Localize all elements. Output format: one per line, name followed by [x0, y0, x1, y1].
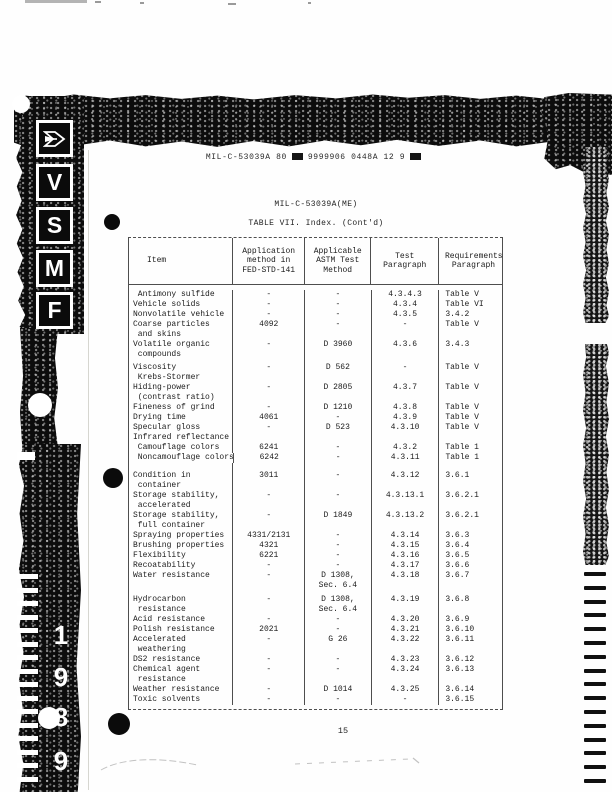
requirements-paragraph-cell: 3.6.1	[445, 471, 470, 480]
test-paragraph-cell: 4.3.17	[372, 561, 440, 571]
item-cell: Brushing properties	[129, 541, 233, 551]
application-method-cell: -	[233, 383, 305, 403]
item-cell: Condition in container	[129, 471, 233, 491]
film-hole	[28, 393, 52, 417]
year-digit: 9	[53, 746, 69, 776]
ruler-tick	[17, 669, 38, 674]
astm-method-cell: D 1308, Sec. 6.4	[305, 595, 372, 615]
page-number: 15	[337, 726, 349, 736]
table-row	[129, 655, 502, 665]
requirements-paragraph-cell: 3.4.3	[445, 340, 470, 349]
astm-method-cell: D 2805	[305, 383, 372, 403]
col-header-astm-method	[305, 238, 372, 284]
ruler-tick	[17, 696, 38, 701]
table-row	[129, 541, 502, 551]
header-line: Applicable	[313, 246, 362, 256]
test-paragraph-cell: 4.3.4.3	[372, 290, 440, 300]
requirements-paragraph-cell: 3.6.7	[445, 571, 470, 580]
stamp-text: 9999906 0448A 12 9	[307, 153, 406, 162]
header-line: FED-STD-141	[242, 265, 296, 275]
application-method-cell: -	[233, 403, 305, 413]
pencil-marks	[95, 752, 425, 782]
spacer-cell	[305, 463, 372, 471]
item-cell: Acid resistance	[129, 615, 233, 625]
ruler-tick	[17, 723, 38, 728]
film-top-band	[14, 94, 612, 148]
application-method-cell: 6242	[234, 453, 305, 463]
table-header-row	[129, 238, 502, 285]
astm-method-cell: -	[305, 453, 372, 463]
requirements-paragraph-cell: Table VI	[445, 300, 484, 309]
ruler-tick	[17, 682, 38, 687]
scan-speck	[308, 2, 311, 4]
edge-dash	[584, 724, 606, 728]
ruler-tick	[17, 709, 38, 714]
edge-dash	[584, 779, 606, 783]
ruler-tick	[17, 736, 38, 741]
edge-dash	[584, 586, 606, 590]
requirements-paragraph-cell: Table V	[445, 423, 479, 432]
spacer-cell	[129, 463, 233, 471]
test-paragraph-cell: 4.3.5	[372, 310, 440, 320]
application-method-cell: 4092	[233, 320, 305, 340]
requirements-paragraph-cell: 3.4.2	[445, 310, 470, 319]
astm-method-cell: -	[305, 491, 372, 511]
requirements-paragraph-cell: Table V	[445, 403, 479, 412]
application-method-cell: -	[233, 491, 305, 511]
requirements-paragraph-cell: 3.6.10	[445, 625, 475, 634]
requirements-paragraph-cell: 3.6.3	[445, 531, 470, 540]
table-row	[129, 625, 502, 635]
filled-square-icon	[410, 153, 421, 160]
table-row	[129, 340, 502, 360]
astm-method-cell: D 523	[305, 423, 372, 433]
edge-dash	[584, 696, 606, 700]
ruler-tick	[17, 628, 38, 633]
application-method-cell: -	[233, 695, 305, 705]
item-cell: Flexibility	[129, 551, 233, 561]
test-paragraph-cell: 4.3.8	[372, 403, 440, 413]
test-paragraph-cell: -	[372, 363, 440, 383]
requirements-paragraph-cell: Table V	[445, 383, 479, 392]
vsmf-logo-box	[36, 120, 73, 157]
index-table	[128, 237, 503, 710]
astm-method-cell	[305, 433, 372, 443]
edge-dash	[584, 710, 606, 714]
scan-speck	[228, 3, 236, 5]
application-method-cell: 3011	[233, 471, 305, 491]
application-method-cell: -	[233, 423, 305, 433]
astm-method-cell: -	[305, 551, 372, 561]
item-cell: Infrared reflectance	[129, 433, 233, 443]
header-line: Paragraph	[383, 261, 427, 270]
astm-method-cell: -	[305, 320, 372, 340]
application-method-cell: -	[233, 665, 305, 685]
astm-method-cell: -	[305, 300, 372, 310]
vsmf-letter: M	[44, 255, 65, 281]
test-paragraph-cell: 4.3.13.2	[372, 511, 440, 531]
header-line: Method	[323, 265, 353, 275]
requirements-paragraph-cell: 3.6.5	[445, 551, 470, 560]
test-paragraph-cell: 4.3.12	[372, 471, 440, 491]
spacer-cell	[233, 463, 305, 471]
application-method-cell: -	[233, 595, 305, 615]
vsmf-letter: V	[46, 169, 63, 195]
requirements-paragraph-cell: Table V	[445, 290, 479, 299]
application-method-cell: 2021	[233, 625, 305, 635]
item-cell: Polish resistance	[129, 625, 233, 635]
edge-dash	[584, 655, 606, 659]
item-cell: Hiding-power (contrast ratio)	[129, 383, 233, 403]
table-row	[129, 571, 502, 591]
document-id: MIL-C-53039A(ME)	[274, 200, 358, 209]
astm-method-cell: -	[305, 413, 372, 423]
edge-dash	[584, 765, 606, 769]
astm-method-cell: -	[305, 655, 372, 665]
ruler-tick	[17, 763, 38, 768]
table-row	[129, 383, 502, 403]
table-row	[129, 290, 502, 300]
item-cell: DS2 resistance	[129, 655, 233, 665]
ruler-tick	[17, 601, 38, 606]
table-row	[129, 665, 502, 685]
table-row	[129, 531, 502, 541]
item-cell: Volatile organic compounds	[129, 340, 233, 360]
table-row	[129, 635, 502, 655]
item-cell: Accelerated weathering	[129, 635, 233, 655]
requirements-paragraph-cell: Table V	[445, 363, 479, 372]
test-paragraph-cell: 4.3.19	[372, 595, 440, 615]
test-paragraph-cell: 4.3.13.1	[372, 491, 440, 511]
film-edge-band	[583, 344, 609, 565]
vsmf-letter-box	[36, 292, 73, 329]
item-cell: Coarse particles and skins	[129, 320, 233, 340]
item-cell: Fineness of grind	[129, 403, 233, 413]
col-header-item	[129, 238, 233, 284]
astm-method-cell: D 562	[305, 363, 372, 383]
ruler-tick	[17, 655, 38, 660]
header-line: method in	[247, 256, 291, 266]
item-cell: Water resistance	[129, 571, 233, 591]
col-header-application-method	[233, 238, 305, 284]
edge-dash	[584, 641, 606, 645]
application-method-cell: 4061	[233, 413, 305, 423]
astm-method-cell: -	[305, 471, 372, 491]
test-paragraph-cell: 4.3.2	[372, 443, 440, 453]
astm-method-cell: -	[305, 531, 372, 541]
application-method-cell: -	[233, 310, 305, 320]
header-line: Application	[242, 246, 296, 256]
year-digit: 9	[53, 662, 69, 692]
test-paragraph-cell: 4.3.10	[372, 423, 440, 433]
table-row	[129, 310, 502, 320]
application-method-cell: -	[233, 655, 305, 665]
item-cell: Storage stability, full container	[129, 511, 233, 531]
requirements-paragraph-cell: 3.6.15	[445, 695, 475, 704]
requirements-paragraph-cell: Table 1	[445, 453, 480, 462]
requirements-paragraph-cell	[439, 433, 502, 443]
doc-stamp-line	[116, 153, 516, 162]
astm-method-cell: -	[305, 443, 372, 453]
item-cell: Specular gloss	[129, 423, 233, 433]
table-row	[129, 403, 502, 413]
scan-speck	[140, 2, 144, 4]
requirements-paragraph-cell: 3.6.12	[445, 655, 475, 664]
astm-method-cell: G 26	[305, 635, 372, 655]
test-paragraph-cell: 4.3.22	[372, 635, 440, 655]
test-paragraph-cell: -	[372, 695, 440, 705]
film-notch	[17, 452, 35, 460]
application-method-cell: -	[233, 615, 305, 625]
table-row	[129, 413, 502, 423]
table-row	[129, 443, 502, 453]
item-cell: Storage stability, accelerated	[129, 491, 233, 511]
astm-method-cell: D 1210	[305, 403, 372, 413]
col-header-requirements-paragraph	[439, 238, 502, 284]
application-method-cell: 4321	[233, 541, 305, 551]
edge-dash	[584, 751, 606, 755]
item-cell: Drying time	[129, 413, 233, 423]
edge-dash	[584, 613, 606, 617]
application-method-cell: -	[233, 571, 305, 591]
item-cell: Toxic solvents	[129, 695, 233, 705]
spacer-cell	[439, 463, 502, 471]
test-paragraph-cell: 4.3.6	[372, 340, 440, 360]
astm-method-cell: -	[305, 290, 372, 300]
table-row	[129, 695, 502, 705]
requirements-paragraph-cell: 3.6.8	[445, 595, 470, 604]
test-paragraph-cell: 4.3.24	[372, 665, 440, 685]
table-body	[129, 285, 502, 709]
paper-edge-line	[88, 150, 89, 790]
item-cell: Weather resistance	[129, 685, 233, 695]
astm-method-cell: -	[305, 695, 372, 705]
chevron-arrows-icon	[43, 129, 67, 149]
astm-method-cell: -	[305, 665, 372, 685]
film-strip-middle	[20, 328, 58, 448]
vsmf-letter-box	[36, 207, 73, 244]
table-row	[129, 433, 502, 443]
film-edge-band	[583, 147, 609, 323]
item-cell: Noncamouflage colors	[129, 453, 234, 463]
test-paragraph-cell: 4.3.23	[372, 655, 440, 665]
table-row	[129, 423, 502, 433]
filled-square-icon	[292, 153, 303, 160]
header-line: Item	[147, 256, 167, 266]
test-paragraph-cell: 4.3.20	[372, 615, 440, 625]
test-paragraph-cell: 4.3.16	[372, 551, 440, 561]
edge-dash	[584, 627, 606, 631]
ruler-tick	[17, 777, 38, 782]
table-row	[129, 320, 502, 340]
table-row	[129, 453, 502, 463]
table-row	[129, 511, 502, 531]
ruler-tick	[17, 750, 38, 755]
ruler-tick	[17, 615, 38, 620]
application-method-cell: -	[233, 290, 305, 300]
astm-method-cell: -	[305, 625, 372, 635]
item-cell: Spraying properties	[129, 531, 233, 541]
requirements-paragraph-cell: 3.6.4	[445, 541, 470, 550]
item-cell: Viscosity Krebs-Stormer	[129, 363, 233, 383]
application-method-cell: -	[233, 511, 305, 531]
table-title: TABLE VII. Index. (Cont'd)	[248, 219, 384, 228]
astm-method-cell: D 1014	[305, 685, 372, 695]
requirements-paragraph-cell: 3.6.13	[445, 665, 475, 674]
test-paragraph-cell: 4.3.4	[372, 300, 440, 310]
test-paragraph-cell: 4.3.15	[372, 541, 440, 551]
application-method-cell: -	[233, 363, 305, 383]
application-method-cell: -	[233, 685, 305, 695]
vsmf-letter-box	[36, 164, 73, 201]
astm-method-cell: -	[305, 541, 372, 551]
header-line: Paragraph	[451, 261, 496, 270]
table-row	[129, 595, 502, 615]
application-method-cell: -	[233, 561, 305, 571]
spacer-row	[129, 463, 502, 471]
ruler-tick	[17, 642, 38, 647]
punch-dot	[108, 713, 130, 735]
astm-method-cell: D 1849	[305, 511, 372, 531]
astm-method-cell: -	[305, 310, 372, 320]
application-method-cell	[233, 433, 305, 443]
year-digit: 1	[53, 620, 69, 650]
test-paragraph-cell: -	[372, 320, 440, 340]
test-paragraph-cell	[372, 433, 440, 443]
item-cell: Antimony sulfide	[129, 290, 233, 300]
application-method-cell: 6241	[233, 443, 305, 453]
requirements-paragraph-cell: 3.6.11	[445, 635, 475, 644]
test-paragraph-cell: 4.3.18	[372, 571, 440, 591]
requirements-paragraph-cell: 3.6.6	[445, 561, 470, 570]
test-paragraph-cell: 4.3.21	[372, 625, 440, 635]
edge-dash	[584, 572, 606, 576]
header-line: Requirements	[445, 251, 503, 261]
vsmf-letter-box	[36, 250, 73, 287]
stamp-text: MIL-C-53039A 80	[205, 153, 287, 162]
item-cell: Chemical agent resistance	[129, 665, 233, 685]
spacer-cell	[372, 463, 440, 471]
table-row	[129, 615, 502, 625]
vsmf-letter: S	[46, 212, 63, 238]
vsmf-letter: F	[47, 297, 62, 323]
ruler-tick	[17, 588, 38, 593]
col-header-test-paragraph	[371, 238, 439, 284]
table-row	[129, 551, 502, 561]
test-paragraph-cell: 4.3.9	[372, 413, 440, 423]
application-method-cell: -	[233, 340, 305, 360]
astm-method-cell: -	[305, 561, 372, 571]
application-method-cell: -	[233, 635, 305, 655]
astm-method-cell: D 3960	[305, 340, 372, 360]
table-row	[129, 561, 502, 571]
requirements-paragraph-cell: Table 1	[445, 443, 479, 452]
item-cell: Vehicle solids	[129, 300, 233, 310]
item-cell: Hydrocarbon resistance	[129, 595, 233, 615]
requirements-paragraph-cell: 3.6.9	[445, 615, 470, 624]
application-method-cell: -	[233, 300, 305, 310]
table-row	[129, 471, 502, 491]
test-paragraph-cell: 4.3.7	[372, 383, 440, 403]
film-notch	[12, 95, 30, 113]
requirements-paragraph-cell: Table V	[445, 413, 479, 422]
scan-speck	[95, 1, 101, 3]
header-line: Test	[395, 251, 415, 261]
edge-dash	[584, 738, 606, 742]
table-row	[129, 491, 502, 511]
astm-method-cell: D 1308, Sec. 6.4	[305, 571, 372, 591]
ruler-tick	[17, 574, 38, 579]
test-paragraph-cell: 4.3.11	[372, 453, 439, 463]
test-paragraph-cell: 4.3.25	[372, 685, 440, 695]
requirements-paragraph-cell: 3.6.2.1	[445, 511, 479, 520]
requirements-paragraph-cell: Table V	[445, 320, 479, 329]
requirements-paragraph-cell: 3.6.2.1	[445, 491, 479, 500]
table-row	[129, 685, 502, 695]
requirements-paragraph-cell: 3.6.14	[445, 685, 475, 694]
edge-dash	[584, 600, 606, 604]
application-method-cell: 6221	[233, 551, 305, 561]
test-paragraph-cell: 4.3.14	[372, 531, 440, 541]
table-row	[129, 363, 502, 383]
scan-smudge	[25, 0, 87, 3]
edge-dash	[584, 682, 606, 686]
header-line: ASTM Test	[316, 256, 360, 266]
edge-dash	[584, 669, 606, 673]
item-cell: Camouflage colors	[129, 443, 233, 453]
application-method-cell: 4331/2131	[233, 531, 305, 541]
astm-method-cell: -	[305, 615, 372, 625]
year-digit: 8	[53, 702, 69, 732]
item-cell: Nonvolatile vehicle	[129, 310, 233, 320]
punch-dot	[103, 468, 123, 488]
table-row	[129, 300, 502, 310]
item-cell: Recoatability	[129, 561, 233, 571]
